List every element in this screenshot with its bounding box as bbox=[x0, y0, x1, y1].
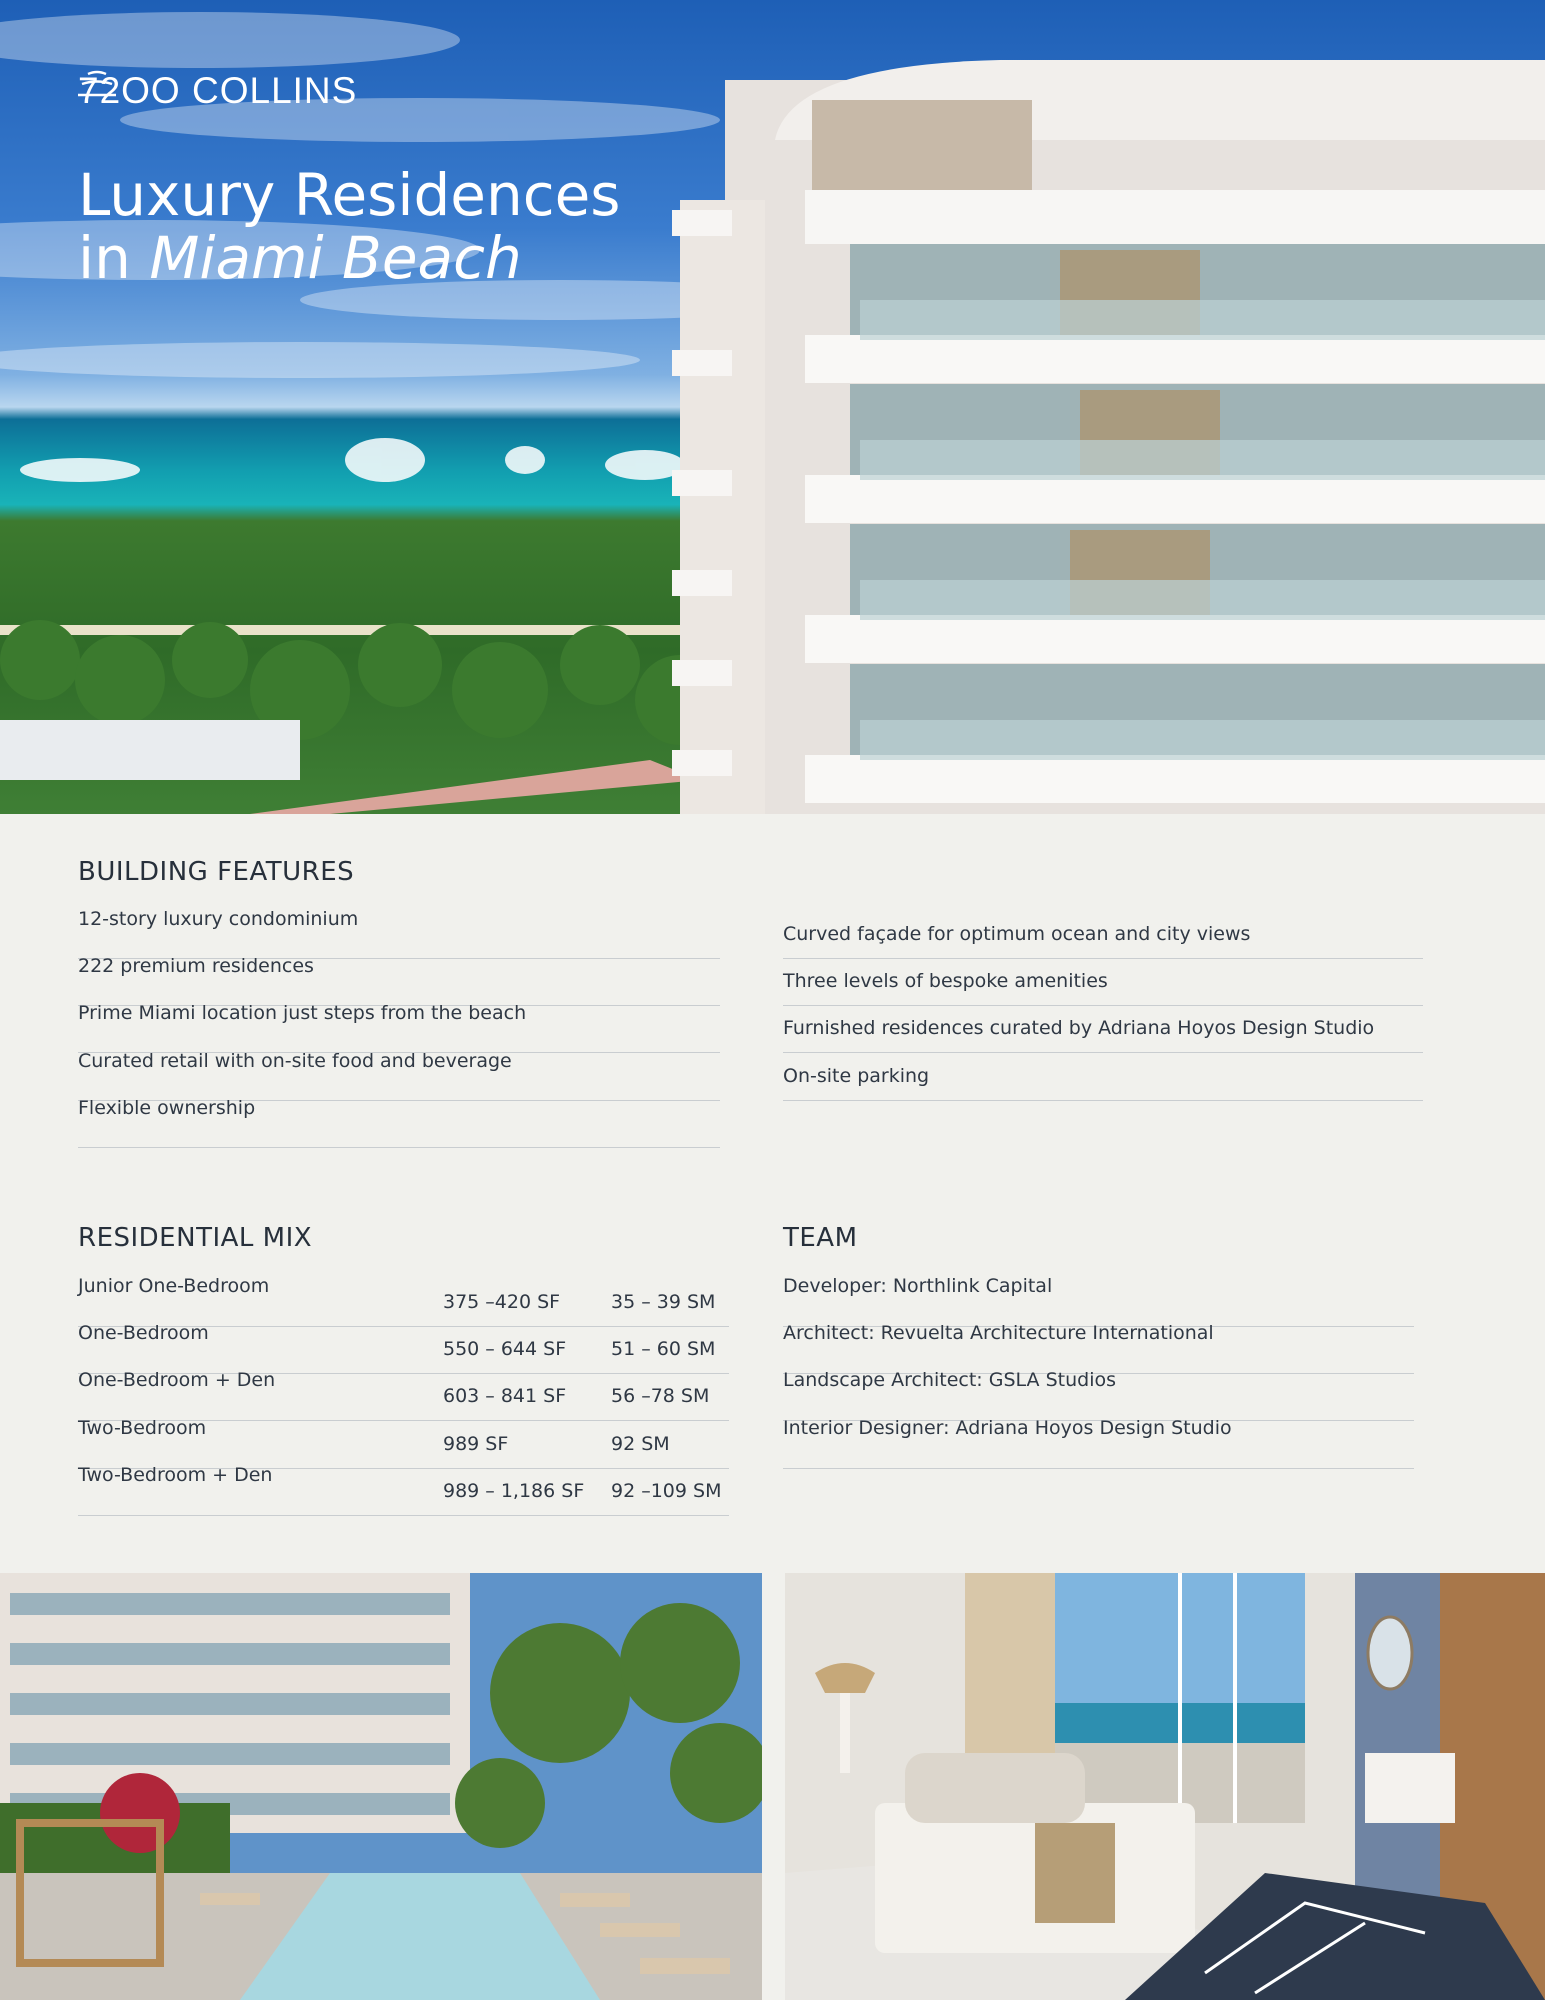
unit-sm: 56 –78 SM bbox=[611, 1385, 710, 1407]
unit-sf: 375 –420 SF bbox=[443, 1291, 561, 1313]
table-row bbox=[78, 1464, 729, 1516]
table-row bbox=[78, 1275, 729, 1327]
list-item: Interior Designer: Adriana Hoyos Design Studio bbox=[783, 1422, 1414, 1469]
unit-sf: 603 – 841 SF bbox=[443, 1385, 567, 1407]
unit-sm: 92 –109 SM bbox=[611, 1480, 722, 1502]
hero-line-2 bbox=[78, 224, 621, 292]
bedroom-photo bbox=[785, 1573, 1545, 2000]
list-item: Flexible ownership bbox=[78, 1101, 720, 1148]
list-item: Three levels of bespoke amenities bbox=[783, 959, 1423, 1006]
brand-name: 72OO COLLINS bbox=[78, 70, 358, 111]
list-item: Developer: Northlink Capital bbox=[783, 1280, 1414, 1327]
bedroom-illustration bbox=[785, 1573, 1545, 2000]
unit-sm: 51 – 60 SM bbox=[611, 1338, 716, 1360]
list-item: 12-story luxury condominium bbox=[78, 912, 720, 959]
unit-sm: 92 SM bbox=[611, 1433, 670, 1455]
list-item: Prime Miami location just steps from the beach bbox=[78, 1006, 720, 1053]
unit-type: One-Bedroom + Den bbox=[78, 1369, 276, 1391]
hero-image bbox=[0, 0, 1545, 814]
list-item: 222 premium residences bbox=[78, 959, 720, 1006]
residential-mix-title: RESIDENTIAL MIX bbox=[78, 1223, 313, 1253]
unit-sf: 989 SF bbox=[443, 1433, 509, 1455]
hero-line-2-emphasis: Miami Beach bbox=[149, 224, 522, 292]
unit-type: One-Bedroom bbox=[78, 1322, 209, 1344]
team-title: TEAM bbox=[783, 1223, 858, 1253]
table-row bbox=[78, 1417, 729, 1469]
unit-sf: 989 – 1,186 SF bbox=[443, 1480, 585, 1502]
list-item: Landscape Architect: GSLA Studios bbox=[783, 1374, 1414, 1421]
pool-deck-illustration bbox=[0, 1573, 762, 2000]
unit-type: Two-Bedroom + Den bbox=[78, 1464, 273, 1486]
brand-logo bbox=[78, 70, 357, 112]
pool-deck-photo bbox=[0, 1573, 762, 2000]
table-row bbox=[78, 1369, 729, 1421]
unit-type: Two-Bedroom bbox=[78, 1417, 207, 1439]
table-row bbox=[78, 1322, 729, 1374]
hero-headline bbox=[78, 161, 621, 292]
building-features-title: BUILDING FEATURES bbox=[78, 857, 355, 887]
unit-sm: 35 – 39 SM bbox=[611, 1291, 716, 1313]
list-item: Curved façade for optimum ocean and city views bbox=[783, 912, 1423, 959]
list-item: Furnished residences curated by Adriana Hoyos Design Studio bbox=[783, 1006, 1423, 1053]
waves-logo-icon bbox=[78, 70, 116, 98]
hero-illustration bbox=[0, 0, 1545, 814]
hero-line-1: Luxury Residences bbox=[78, 161, 621, 229]
list-item: Architect: Revuelta Architecture International bbox=[783, 1327, 1414, 1374]
unit-type: Junior One-Bedroom bbox=[78, 1275, 270, 1297]
hero-line-2-prefix: in bbox=[78, 224, 150, 292]
list-item: On-site parking bbox=[783, 1054, 1423, 1101]
unit-sf: 550 – 644 SF bbox=[443, 1338, 567, 1360]
list-item: Curated retail with on-site food and beverage bbox=[78, 1054, 720, 1101]
